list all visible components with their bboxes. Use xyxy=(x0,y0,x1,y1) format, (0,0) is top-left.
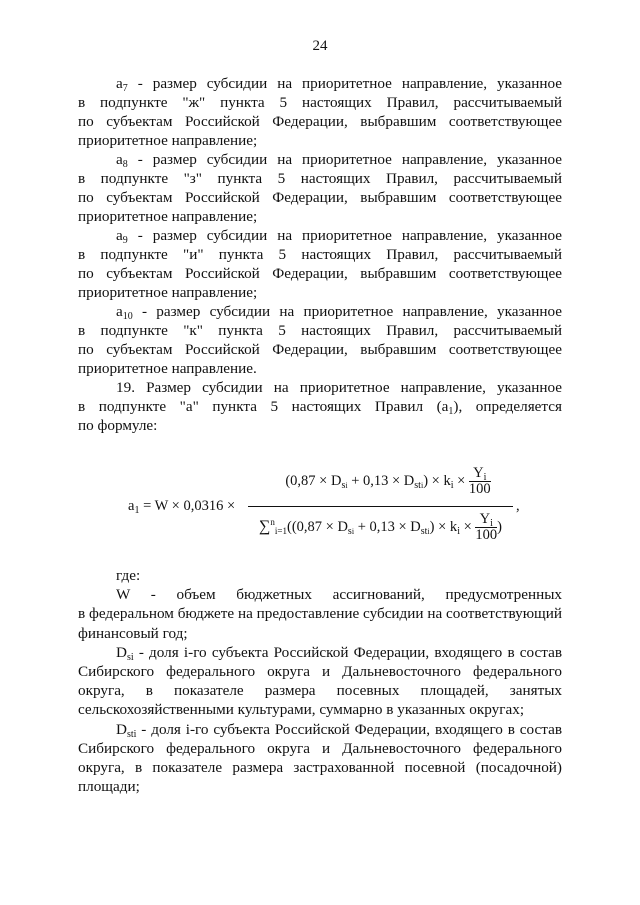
paragraph-a10-line1: $a_{10}$ - размер субсидии на приоритетное направление, указанное xyxy=(116,303,562,322)
definition-dsti-line3: округа, в показателе размера застрахованной посевной (посадочной) xyxy=(78,759,562,777)
paragraph-a9-line2: в подпункте "и" пункта 5 настоящих Правил, рассчитываемый xyxy=(78,246,562,263)
item19-line1: 19. Размер субсидии на приоритетное направление, указанное xyxy=(116,379,562,396)
paragraph-a8-line4: приоритетное направление; xyxy=(78,208,258,225)
fraction-yi-100: $\frac{Y_i}{100}$ xyxy=(468,465,491,497)
paragraph-a7-line2: в подпункте "ж" пункта 5 настоящих Правил, рассчитываемый xyxy=(78,94,562,111)
definition-dsi-line4: сельскохозяйственными культурами, суммарно в указанных округах; xyxy=(78,701,525,719)
definition-w-line3: финансовый год; xyxy=(78,624,188,642)
paragraph-a8-line2: в подпункте "з" пункта 5 настоящих Правил, рассчитываемый xyxy=(78,170,562,187)
paragraph-a8-line3: по субъектам Российской Федерации, выбравшим соответствующее xyxy=(78,189,562,206)
paragraph-a7-line3: по субъектам Российской Федерации, выбравшим соответствующее xyxy=(78,113,562,130)
paragraph-a10-line3: по субъектам Российской Федерации, выбравшим соответствующее xyxy=(78,341,562,358)
formula-fraction-bar xyxy=(248,506,513,507)
paragraph-a9-line4: приоритетное направление; xyxy=(78,284,258,301)
paragraph-a10-line4: приоритетное направление. xyxy=(78,360,257,377)
paragraph-a8-line1: $a_8$ - размер субсидии на приоритетное направление, указанное xyxy=(116,151,562,170)
where-label: где: xyxy=(116,567,141,584)
definition-dsti-line4: площади; xyxy=(78,778,140,796)
item19-line2: в подпункте "а" пункта 5 настоящих Правил $(a_1)$, определяется xyxy=(78,398,562,417)
definition-w-line2: в федеральном бюджете на предоставление субсидии на соответствующий xyxy=(78,605,562,623)
formula-denominator: $\sum^n_{i=1}((0,87 \times D_{si} + 0,13 \times D_{sti}) \times k_i$ × $\frac{Y_i}{100}$ ) xyxy=(259,511,502,543)
body-text-definitions xyxy=(78,566,562,796)
definition-dsi-line2: Сибирского федерального округа и Дальневосточного федерального xyxy=(78,663,562,681)
formula-comma: , xyxy=(516,498,520,514)
page-number: 24 xyxy=(312,38,328,54)
definition-w-line1: W - объем бюджетных ассигнований, предусмотренных xyxy=(116,586,562,604)
fraction-yi-100-den: $\frac{Y_i}{100}$ xyxy=(475,511,498,543)
paragraph-a10-line2: в подпункте "к" пункта 5 настоящих Правил, рассчитываемый xyxy=(78,322,562,339)
definition-dsti-line1: $D_{sti}$ - доля i-го субъекта Российской Федерации, входящего в состав xyxy=(116,720,562,740)
definition-dsi-line3: округа, в показателе размера посевных площадей, занятых xyxy=(78,682,562,700)
item19-line3: по формуле: xyxy=(78,417,158,434)
paragraph-a7-line1: $a_7$ - размер субсидии на приоритетное направление, указанное xyxy=(116,75,562,94)
paragraph-a9-line3: по субъектам Российской Федерации, выбравшим соответствующее xyxy=(78,265,562,282)
subsidy-formula xyxy=(128,466,528,550)
formula-numerator: $(0,87 \times D_{si} + 0,13 \times D_{sti}) \times k_i$ × $\frac{Y_i}{100}$ xyxy=(285,465,491,497)
definition-dsi-line1: $D_{si}$ - доля i-го субъекта Российской Федерации, входящего в состав xyxy=(116,643,562,663)
paragraph-a9-line1: $a_9$ - размер субсидии на приоритетное направление, указанное xyxy=(116,227,562,246)
paragraph-a7-line4: приоритетное направление; xyxy=(78,132,258,149)
body-text-top xyxy=(78,74,562,435)
definition-dsti-line2: Сибирского федерального округа и Дальневосточного федерального xyxy=(78,739,562,757)
formula-lhs: $a_1 = W \times 0,0316$ × xyxy=(128,498,236,516)
